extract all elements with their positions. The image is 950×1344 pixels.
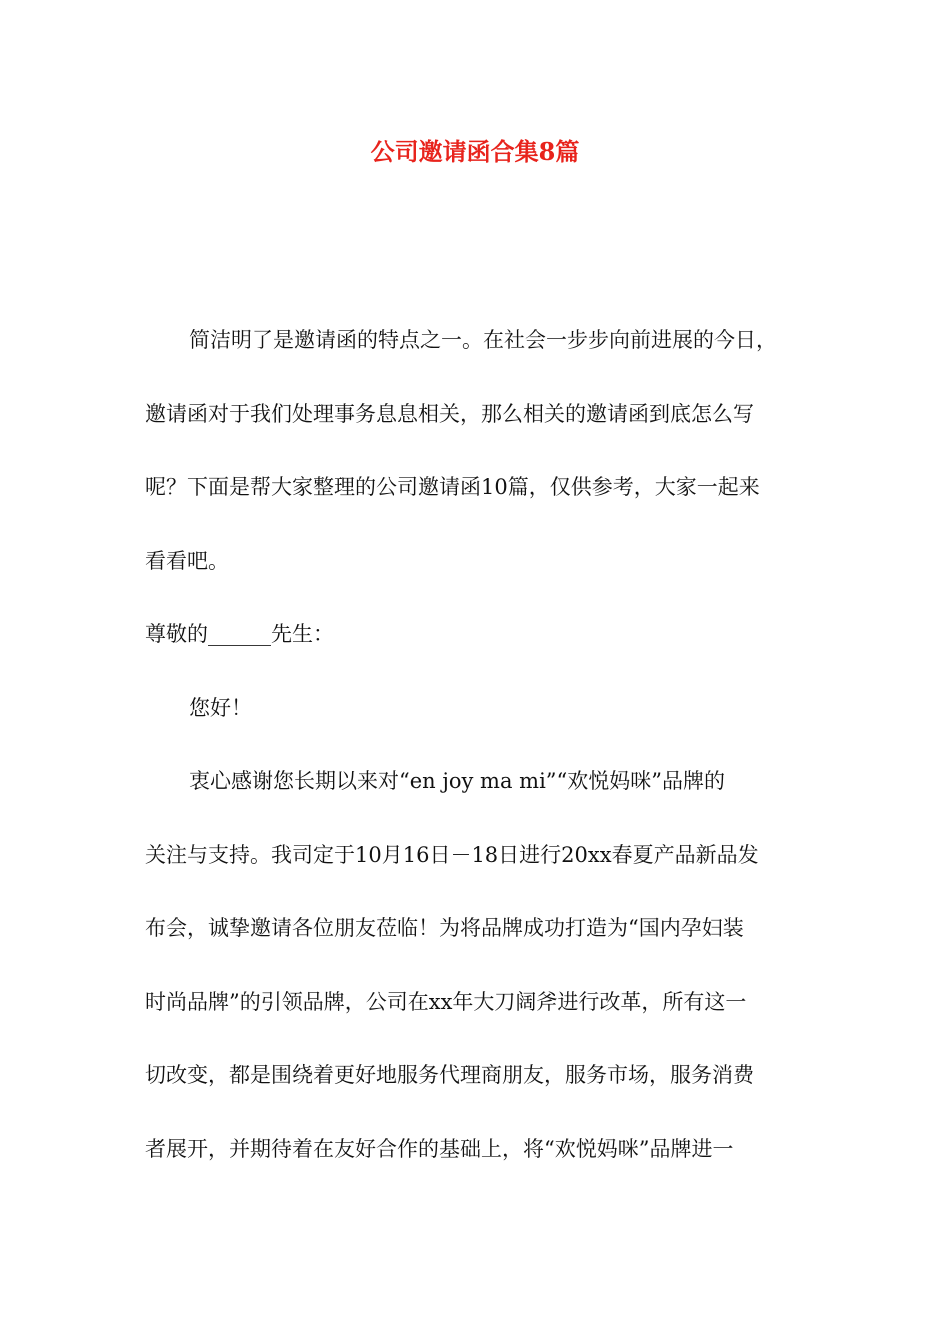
body-line-11: 切改变，都是围绕着更好地服务代理商朋友，服务市场，服务消费 <box>145 1063 754 1087</box>
body-line-2: 邀请函对于我们处理事务息息相关，那么相关的邀请函到底怎么写 <box>145 401 754 426</box>
body-line-4: 看看吧。 <box>145 548 229 573</box>
body-line-10: 时尚品牌”的引领品牌，公司在xx年大刀阔斧进行改革，所有这一 <box>145 989 747 1014</box>
salutation-line: 尊敬的______先生： <box>145 622 334 646</box>
greeting-line: 您好！ <box>189 695 252 720</box>
document-body <box>145 317 817 1199</box>
body-line-3: 呢？下面是帮大家整理的公司邀请函10篇，仅供参考，大家一起来 <box>145 475 760 499</box>
body-line-9: 布会，诚挚邀请各位朋友莅临！为将品牌成功打造为“国内孕妇装 <box>145 916 744 940</box>
body-line-7: 衷心感谢您长期以来对“en joy ma mi”“欢悦妈咪”品牌的 <box>189 769 726 793</box>
body-line-12: 者展开，并期待着在友好合作的基础上，将“欢悦妈咪”品牌进一 <box>145 1136 734 1161</box>
body-line-8: 关注与支持。我司定于10月16日－18日进行20xx春夏产品新品发 <box>145 842 759 867</box>
document-title: 公司邀请函合集8篇 <box>370 137 580 166</box>
body-line-1: 简洁明了是邀请函的特点之一。在社会一步步向前进展的今日， <box>189 328 777 352</box>
